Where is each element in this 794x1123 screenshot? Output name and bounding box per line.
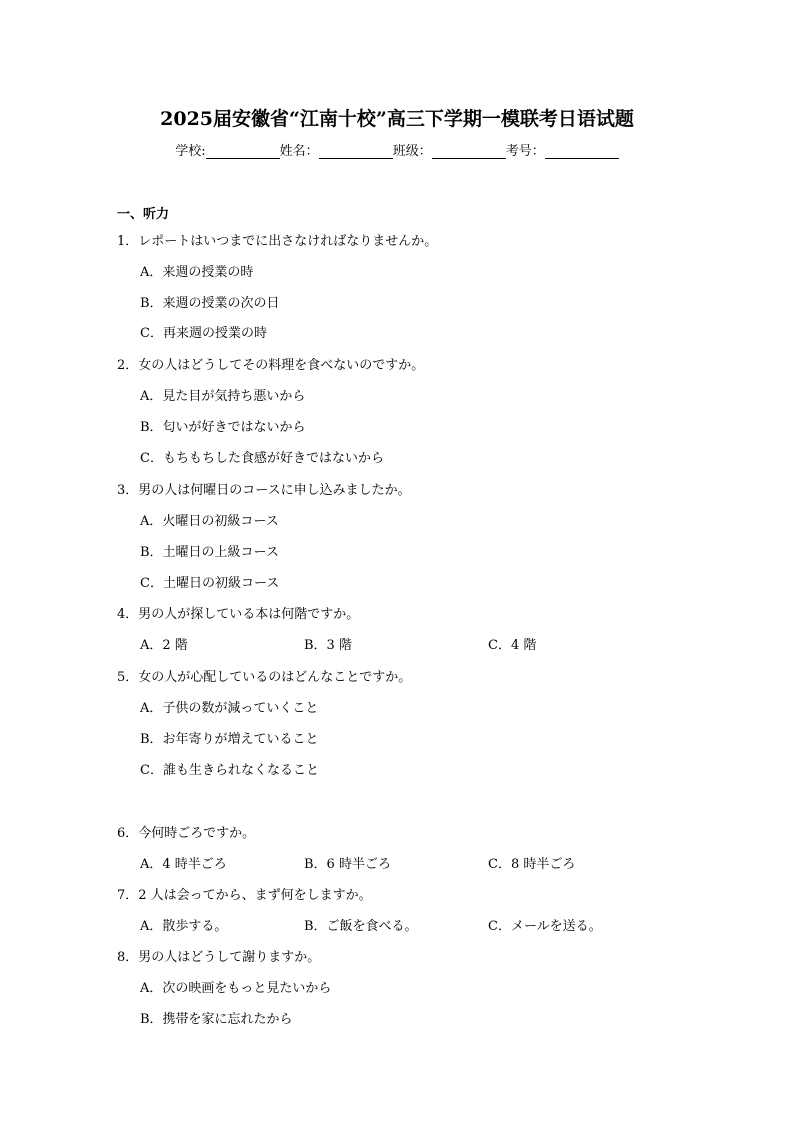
question-8: 8．男の人はどうして謝りますか。 [117,950,321,965]
option-2a: A．見た目が気持ち悪いから [140,389,306,404]
option-6c: C．8 時半ごろ [488,857,576,872]
option-3c: C．土曜日の初級コース [140,576,280,591]
option-2b: B．匂いが好きではないから [140,420,306,435]
class-label: 班级： [392,144,432,159]
option-7a: A．散歩する。 [140,919,228,934]
option-7c: C．メールを送る。 [488,919,602,934]
number-blank[interactable] [545,144,619,159]
option-6a: A．4 時半ごろ [140,857,227,872]
option-5a: A．子供の数が減っていくこと [140,701,319,716]
option-2c: C．もちもちした食感が好きではないから [140,451,384,466]
option-7b: B．ご飯を食べる。 [304,919,418,934]
name-label: 姓名： [279,144,319,159]
question-2: 2．女の人はどうしてその料理を食べないのですか。 [117,358,425,373]
school-blank[interactable] [206,144,280,159]
name-blank[interactable] [319,144,393,159]
option-3a: A．火曜日の初級コース [140,514,279,529]
option-8a: A．次の映画をもっと見たいから [140,981,332,996]
question-5: 5．女の人が心配しているのはどんなことですか。 [117,670,412,685]
option-5b: B．お年寄りが増えていること [140,732,319,747]
section-heading: 一、听力 [117,207,170,222]
school-label: 学校: [175,144,206,159]
page-title: 2025届安徽省“江南十校”高三下学期一模联考日语试题 [160,108,634,130]
class-blank[interactable] [432,144,506,159]
option-6b: B．6 時半ごろ [304,857,391,872]
option-1c: C．再来週の授業の時 [140,326,267,341]
student-info-line [0,140,794,159]
option-1a: A．来週の授業の時 [140,265,254,280]
option-5c: C．誰も生きられなくなること [140,763,319,778]
option-4a: A．2 階 [140,638,188,653]
number-label: 考号： [505,144,545,159]
question-7: 7．2 人は会ってから、まず何をしますか。 [117,888,372,903]
question-4: 4．男の人が探している本は何階ですか。 [117,607,360,622]
question-1: 1．レポートはいつまでに出さなければなりませんか。 [117,234,438,249]
option-8b: B．携帯を家に忘れたから [140,1012,293,1027]
option-1b: B．来週の授業の次の日 [140,296,280,311]
question-6: 6．今何時ごろですか。 [117,826,256,841]
option-4c: C．4 階 [488,638,537,653]
question-3: 3．男の人は何曜日のコースに申し込みましたか。 [117,483,411,498]
option-4b: B．3 階 [304,638,352,653]
option-3b: B．土曜日の上級コース [140,545,279,560]
